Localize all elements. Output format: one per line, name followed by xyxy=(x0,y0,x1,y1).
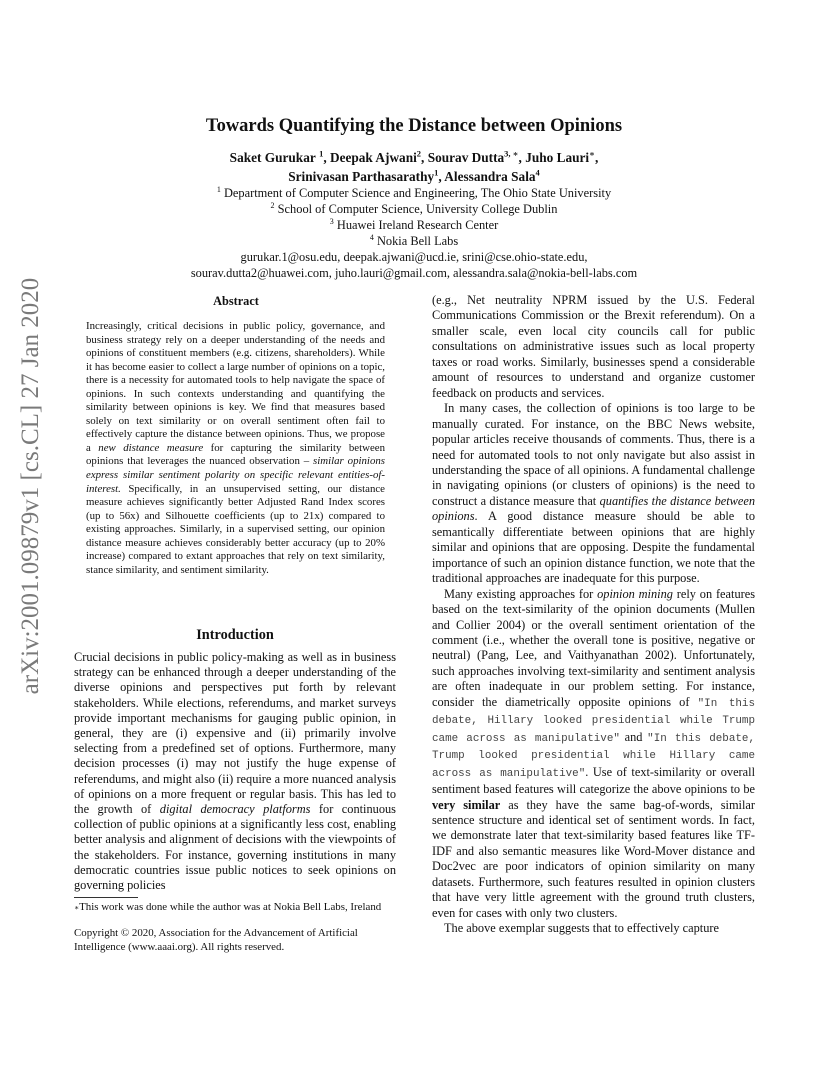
author-affiliation-mark: 2 xyxy=(416,148,422,159)
affiliation-mark: 3 xyxy=(329,217,334,227)
author-name: Deepak Ajwani xyxy=(329,150,417,165)
author-line-1 xyxy=(0,148,828,167)
affiliation-text: Department of Computer Science and Engineering, The Ohio State University xyxy=(223,186,612,200)
author-affiliation-mark: 1 xyxy=(319,148,324,159)
affiliation-mark: 4 xyxy=(369,233,374,243)
footnote xyxy=(74,901,396,915)
author-name: Sourav Dutta xyxy=(427,150,505,165)
abstract-emphasis: new distance measure xyxy=(98,441,204,454)
author-name: Alessandra Sala xyxy=(444,169,536,184)
paragraph-emphasis: digital democracy platforms xyxy=(159,802,311,817)
abstract-text: Specifically, in an unsupervised setting, our distance measure achieves significantly better Adjusted Rand Index scores (up to 56x) and Silhouette coefficients (up to 21x) compared to existing approaches. Similarly, in a supervised setting, our opinion distance measure achieves considerably better accuracy (up to 20% increase) compared to extant approaches that rely on text similarity, stance similarity, and sentiment similarity. xyxy=(86,482,385,576)
abstract-text: Increasingly, critical decisions in public policy, governance, and business strategy rely on a deeper understanding of the needs and opinions of constituent members (e.g. citizens, shareholders). While it has become easier to collect a large number of opinions on a topic, there is a necessity for automated tools to help navigate the space of opinions. In such contexts understanding and quantifying the similarity between opinions is key. We find that measures based solely on text similarity or on overall sentiment often fail to effectively capture the distance between opinions. Thus, we propose a xyxy=(86,320,385,454)
intro-paragraph-3 xyxy=(432,587,755,922)
author-name: Srinivasan Parthasarathy xyxy=(288,169,435,184)
affiliation-mark: 1 xyxy=(216,184,221,194)
author-line-2 xyxy=(0,167,828,186)
affiliation xyxy=(0,201,828,217)
copyright-notice: Copyright © 2020, Association for the Advancement of Artificial Intelligence (www.aaai.org). All rights reserved. xyxy=(74,927,358,953)
author-affiliation-mark: 4 xyxy=(535,167,540,178)
example-opinion-1: "In this debate, Hillary looked presidential while Trump came across as manipulative" xyxy=(432,697,755,745)
paragraph-emphasis: opinion mining xyxy=(597,586,673,601)
abstract-heading: Abstract xyxy=(213,294,259,308)
footnote-divider xyxy=(74,897,138,898)
author-list xyxy=(0,148,828,186)
email-line: sourav.dutta2@huawei.com, juho.lauri@gmail.com, alessandra.sala@nokia-bell-labs.com xyxy=(190,266,638,281)
paragraph-text: for continuous collection of public opinions at a significantly less cost, enabling better analysis and alignment of decisions with the viewpoints of the stakeholders. For instance, governing institutions in many democratic countries issue public notices to seek opinions on governing policies xyxy=(74,802,396,893)
affiliation xyxy=(0,217,828,233)
affiliation-block xyxy=(0,185,828,282)
footnote-text: This work was done while the author was at Nokia Bell Labs, Ireland xyxy=(79,901,382,913)
affiliation-text: Nokia Bell Labs xyxy=(376,234,459,249)
section-heading-introduction: Introduction xyxy=(196,627,274,643)
paragraph-text: . Use of text-similarity or overall sentiment based features will categorize the above opinions to be xyxy=(432,764,755,797)
intro-paragraph-2 xyxy=(432,401,755,586)
intro-paragraph-1 xyxy=(74,650,396,893)
example-opinion-2: "In this debate, Trump looked presidential while Hillary came across as manipulative" xyxy=(432,732,755,780)
paper-title: Towards Quantifying the Distance between Opinions xyxy=(205,116,623,136)
abstract-body xyxy=(86,320,385,577)
affiliation xyxy=(0,233,828,249)
author-name: Juho Lauri xyxy=(525,150,590,165)
arxiv-identifier-stamp xyxy=(14,277,48,695)
author-separator: , xyxy=(595,150,599,165)
left-column-body xyxy=(74,650,396,893)
paragraph-text: as they have the same bag-of-words, similar sentence structure and identical set of sentiment words. In fact, we demonstrate later that text-similarity based features like TF-IDF and also semantic measures like Word-Mover distance and Doc2vec are poor indicators of opinion similarity on many datasets. Furthermore, such features resulted in opinion clusters that have very little agreement with the ground truth clusters, even for cases with only two clusters. xyxy=(432,797,756,920)
paragraph-bold: very similar xyxy=(432,797,501,812)
affiliation-text: School of Computer Science, University College Dublin xyxy=(277,202,558,217)
footnote-mark: ∗ xyxy=(74,903,80,912)
affiliation-mark: 2 xyxy=(270,200,275,210)
author-separator: , xyxy=(421,150,428,165)
paragraph-text: and xyxy=(619,729,648,744)
affiliation xyxy=(0,185,828,201)
paragraph-text: In many cases, the collection of opinions is too large to be manually curated. For instance, on the BBC News website, popular articles receive thousands of comments. Thus, there is a need for automated tools to not only navigate but also assist in understanding the space of all opinions. A fundamental challenge in navigating opinions (or clusters of opinions) is the need to construct a distance measure that xyxy=(432,401,755,508)
author-affiliation-mark: 3, ∗ xyxy=(504,148,519,159)
abstract-emphasis: similar opinions express similar sentiment polarity on specific relevant entities-of-interest. xyxy=(86,455,386,495)
affiliation-text: Huawei Ireland Research Center xyxy=(336,218,499,233)
paragraph-text: Crucial decisions in public policy-making as well as in business strategy can be enhanced through a deeper understanding of the diverse opinions and perspectives put forth by relevant stakeholders. While elections, referendums, and market surveys provide important mechanisms for gauging public opinion, in general, they are (i) expensive and (ii) primarily involve selecting from a predefined set of options. Furthermore, many decision processes (i) may not justify the huge expense of referendums, and might also (ii) require a more nuanced analysis of opinions on a more frequent or regular basis. This has led to the growth of xyxy=(74,650,396,817)
author-separator: , xyxy=(323,150,330,165)
author-affiliation-mark: ∗ xyxy=(589,148,595,159)
author-separator: , xyxy=(518,150,526,165)
paragraph-text: . A good distance measure should be able to semantically differentiate between opinions that are highly similar and opinions that are opposing. Despite the fundamental importance of such an opinion distance function, we note that the traditional approaches are inadequate for this purpose. xyxy=(432,509,755,586)
right-column-body xyxy=(432,293,755,937)
paragraph-text: rely on features based on the text-similarity of the opinion documents (Mullen and Collier 2004) or the overall sentiment orientation of the comment (i.e., whether the overall tone is positive, negative or neutral) (Pang, Lee, and Vaithyanathan 2002). Unfortunately, such approaches involving text-similarity and sentiment analysis are often inadequate in our problem setting. For instance, consider the diametrically opposite opinions of xyxy=(432,586,756,709)
abstract-text: for capturing the similarity between opinions that leverages the nuanced observation – xyxy=(86,441,385,468)
author-name: Saket Gurukar xyxy=(229,150,316,165)
intro-paragraph-1-continued: (e.g., Net neutrality NPRM issued by the U.S. Federal Communications Commission or the Brexit referendum). On a smaller scale, even local city councils call for public consultations on administrative issues such as local property taxes or road works. Similarly, businesses spend a considerable amount of resources to understand and organize customer feedback on products and services. xyxy=(432,293,755,400)
arxiv-identifier: arXiv:2001.09879v1 [cs.CL] 27 Jan 2020 xyxy=(17,277,44,695)
paragraph-text: Many existing approaches for xyxy=(444,586,598,601)
paragraph-emphasis: quantifies the distance between opinions xyxy=(432,493,756,524)
author-separator: , xyxy=(438,169,445,184)
author-affiliation-mark: 1 xyxy=(434,167,439,178)
intro-paragraph-4: The above exemplar suggests that to effectively capture xyxy=(444,921,719,936)
email-line: gurukar.1@osu.edu, deepak.ajwani@ucd.ie, srini@cse.ohio-state.edu, xyxy=(240,250,588,265)
